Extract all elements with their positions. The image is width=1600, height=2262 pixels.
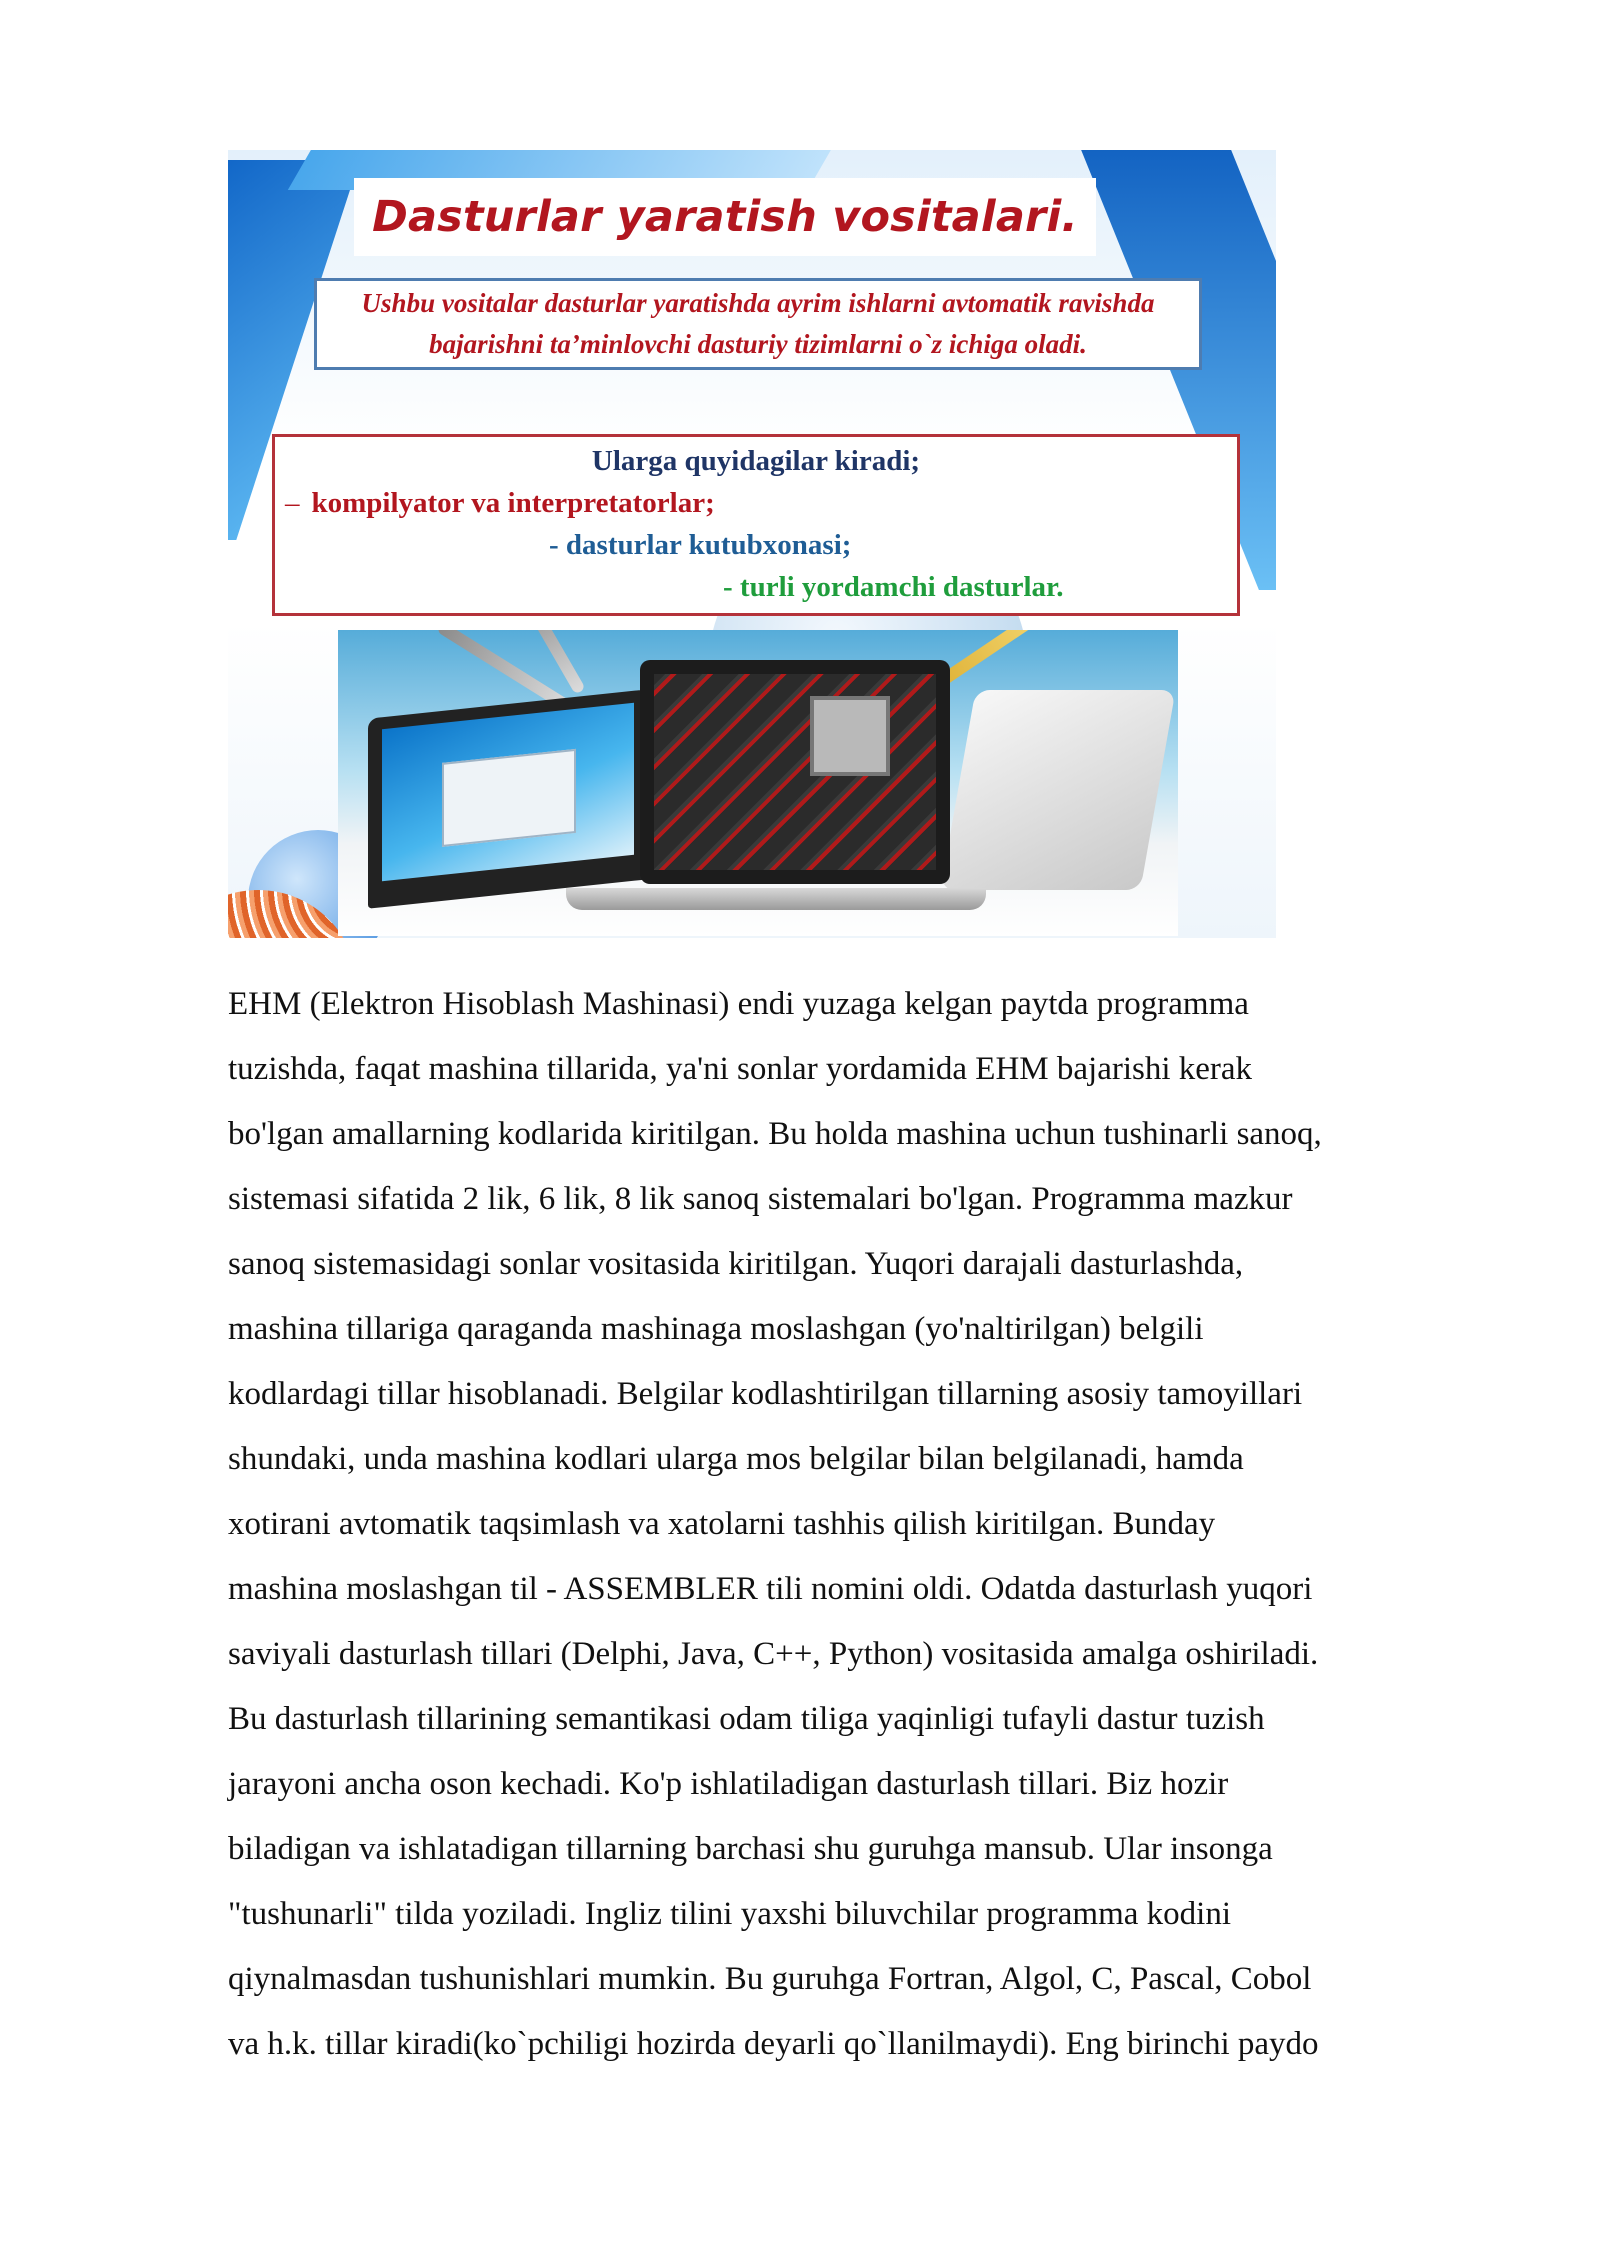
laptop-icon bbox=[368, 689, 648, 908]
text-line: va h.k. tillar kiradi(ko`pchiligi hozirda deyarli qo`llanilmaydi). Eng birinchi paydo bbox=[228, 2026, 1319, 2062]
text-line: EHM (Elektron Hisoblash Mashinasi) endi yuzaga kelgan paytda programma bbox=[228, 986, 1249, 1022]
slide-title: Dasturlar yaratish vositalari. bbox=[372, 192, 1078, 242]
text-line: bo'lgan amallarning kodlarida kiritilgan. Bu holda mashina uchun tushinarli sanoq, bbox=[228, 1116, 1322, 1152]
text-line: sistemasi sifatida 2 lik, 6 lik, 8 lik sanoq sistemalari bo'lgan. Programma mazkur bbox=[228, 1181, 1293, 1217]
laptop-base bbox=[566, 888, 986, 910]
text-line: "tushunarli" tilda yoziladi. Ingliz tilini yaxshi biluvchilar programma kodini bbox=[228, 1896, 1232, 1932]
text-line: Bu dasturlash tillarining semantikasi odam tiliga yaqinligi tufayli dastur tuzish bbox=[228, 1701, 1265, 1737]
text-line: tuzishda, faqat mashina tillarida, ya'ni sonlar yordamida EHM bajarishi kerak bbox=[228, 1051, 1253, 1087]
list-item bbox=[285, 487, 715, 520]
laptops-photo bbox=[338, 630, 1178, 936]
list-item-label: kompilyator va interpretatorlar; bbox=[311, 487, 715, 519]
text-line: qiynalmasdan tushunishlari mumkin. Bu guruhga Fortran, Algol, C, Pascal, Cobol bbox=[228, 1961, 1312, 1997]
slide-title-band bbox=[354, 178, 1096, 256]
window-icon bbox=[442, 749, 576, 847]
text-line: mashina moslashgan til - ASSEMBLER tili nomini oldi. Odatda dasturlash yuqori bbox=[228, 1571, 1313, 1607]
laptop-screen bbox=[382, 703, 634, 881]
slide-list-box bbox=[272, 434, 1240, 616]
list-item: - turli yordamchi dasturlar. bbox=[723, 571, 1064, 603]
text-line: shundaki, unda mashina kodlari ularga mos belgilar bilan belgilanadi, hamda bbox=[228, 1441, 1244, 1477]
text-line: saviyali dasturlash tillari (Delphi, Java, C++, Python) vositasida amalga oshiriladi. bbox=[228, 1636, 1319, 1672]
slide-description: Ushbu vositalar dasturlar yaratishda ayrim ishlarni avtomatik ravishda bajarishni ta’minlovchi dasturiy tizimlarni o`z ichiga oladi. bbox=[361, 288, 1155, 359]
slide-image bbox=[228, 150, 1276, 938]
text-line: xotirani avtomatik taqsimlash va xatolarni tashhis qilish kiritilgan. Bunday bbox=[228, 1506, 1216, 1542]
laptop-icon bbox=[940, 690, 1175, 890]
list-heading: Ularga quyidagilar kiradi; bbox=[591, 445, 921, 477]
cpu-socket-icon bbox=[810, 696, 890, 776]
slide-description-box bbox=[314, 278, 1202, 370]
text-line: mashina tillariga qaraganda mashinaga moslashgan (yo'naltirilgan) belgili bbox=[228, 1311, 1204, 1347]
text-line: sanoq sistemasidagi sonlar vositasida kiritilgan. Yuqori darajali dasturlashda, bbox=[228, 1246, 1244, 1282]
text-line: biladigan va ishlatadigan tillarning barchasi shu guruhga mansub. Ular insonga bbox=[228, 1831, 1273, 1867]
list-dash: – bbox=[285, 487, 300, 519]
motherboard-icon bbox=[654, 674, 936, 870]
text-line: kodlardagi tillar hisoblanadi. Belgilar kodlashtirilgan tillarning asosiy tamoyillari bbox=[228, 1376, 1303, 1412]
list-item: - dasturlar kutubxonasi; bbox=[549, 529, 852, 561]
laptop-icon bbox=[640, 660, 950, 884]
body-paragraph bbox=[228, 972, 1488, 2077]
text-line: jarayoni ancha oson kechadi. Ko'p ishlatiladigan dasturlash tillari. Biz hozir bbox=[228, 1766, 1229, 1802]
